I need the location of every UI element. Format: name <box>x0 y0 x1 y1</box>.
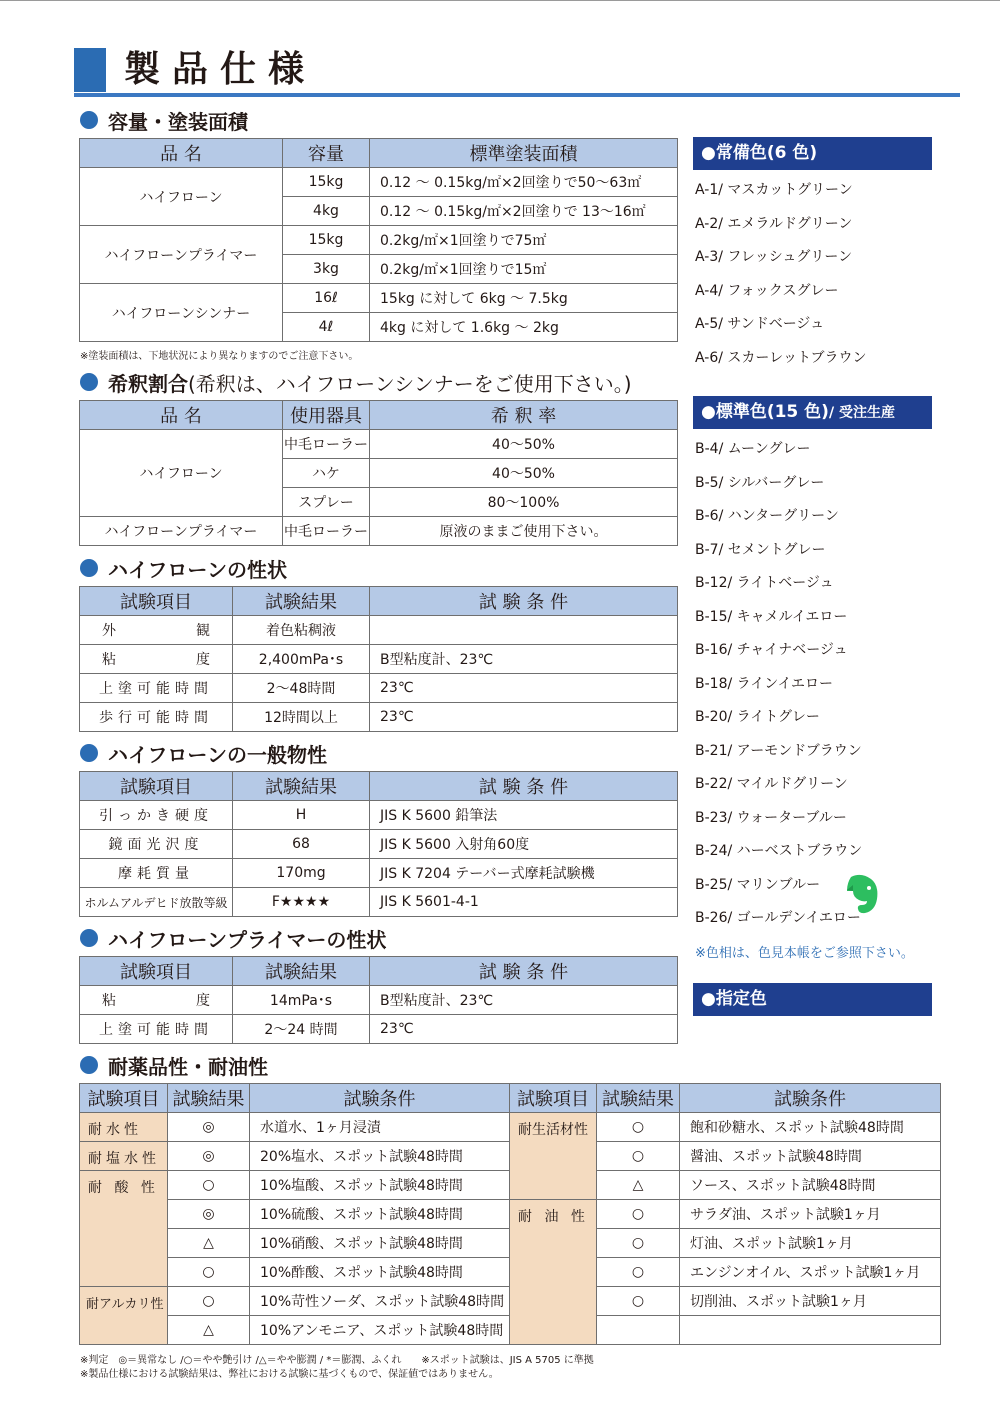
result-cell: ○ <box>597 1229 680 1258</box>
col-header: 試験項目 <box>80 957 233 986</box>
result-cell: △ <box>168 1316 250 1345</box>
col-header: 品 名 <box>80 401 283 430</box>
capacity-table <box>79 138 678 342</box>
condition-cell: 10%硝酸、スポット試験48時間 <box>250 1229 510 1258</box>
standard-colors-heading <box>693 396 932 429</box>
result-cell: 2～24 時間 <box>233 1015 370 1044</box>
list-item: B-25/ マリンブルー <box>695 876 821 893</box>
list-item: A-4/ フォックスグレー <box>695 282 839 299</box>
product-name: ハイフローン <box>80 168 283 226</box>
bullet-icon <box>80 559 98 577</box>
condition-cell: 23℃ <box>370 1015 678 1044</box>
primer-properties-table <box>79 956 678 1044</box>
result-cell: 68 <box>233 830 370 859</box>
result-cell: △ <box>168 1229 250 1258</box>
bullet-icon <box>80 929 98 947</box>
condition-cell: B型粘度計、23℃ <box>370 645 678 674</box>
col-header: 希 釈 率 <box>370 401 678 430</box>
item-cell <box>80 645 233 674</box>
col-header: 試験条件 <box>680 1084 941 1113</box>
condition-cell: B型粘度計、23℃ <box>370 986 678 1015</box>
list-item: A-3/ フレッシュグリーン <box>695 249 853 266</box>
col-header: 試験項目 <box>80 587 233 616</box>
col-header: 試験結果 <box>597 1084 680 1113</box>
result-cell: ○ <box>168 1287 250 1316</box>
capacity-cell: 15kg <box>283 226 370 255</box>
condition-cell: 23℃ <box>370 674 678 703</box>
section-capacity-heading <box>80 106 248 134</box>
area-cell: 15kg に対して 6kg ～ 7.5kg <box>370 284 678 313</box>
category-cell: 耐 油 性 <box>510 1200 597 1345</box>
result-cell: H <box>233 801 370 830</box>
result-cell: 14mPa･s <box>233 986 370 1015</box>
result-cell: 170mg <box>233 859 370 888</box>
result-cell: ◎ <box>168 1142 250 1171</box>
page-title: 製品仕様 <box>124 49 317 90</box>
stock-colors-heading: ●常備色(6 色) <box>693 137 932 170</box>
item-cell: 上塗可能時間 <box>80 674 233 703</box>
section-title: ハイフローンの性状 <box>108 557 287 582</box>
list-item: B-20/ ライトグレー <box>695 709 820 725</box>
table-row <box>80 674 678 703</box>
col-header: 試 験 条 件 <box>370 587 678 616</box>
elephant-logo-icon <box>843 873 881 915</box>
area-cell: 0.2kg/㎡×1回塗りで75㎡ <box>370 226 678 255</box>
top-border <box>0 0 1000 1</box>
col-header: 試験条件 <box>250 1084 510 1113</box>
rate-cell: 40～50% <box>370 459 678 488</box>
col-header: 試験結果 <box>233 772 370 801</box>
capacity-cell: 4ℓ <box>283 313 370 342</box>
table-row <box>80 830 678 859</box>
product-name: ハイフローンプライマー <box>80 226 283 284</box>
section-general-heading <box>80 739 327 767</box>
item-part: 観 <box>196 623 210 639</box>
col-header: 試験結果 <box>233 957 370 986</box>
list-item: B-22/ マイルドグリーン <box>695 776 848 792</box>
area-cell: 0.12 ～ 0.15kg/㎡×2回塗りで 13～16㎡ <box>370 197 678 226</box>
section-props-heading <box>80 554 287 582</box>
col-header: 容量 <box>283 139 370 168</box>
category-cell: 耐生活材性 <box>510 1113 597 1200</box>
list-item: B-12/ ライトベージュ <box>695 575 834 591</box>
title-accent <box>74 48 106 92</box>
item-cell: 歩行可能時間 <box>80 703 233 732</box>
result-cell: ○ <box>168 1171 250 1200</box>
table-row <box>80 888 678 917</box>
standard-colors-title: ●標準色(15 色) <box>701 402 829 422</box>
condition-cell: JIS K 7204 テーバー式摩耗試験機 <box>370 859 678 888</box>
area-cell: 0.2kg/㎡×1回塗りで15㎡ <box>370 255 678 284</box>
tool-cell: ハケ <box>283 459 370 488</box>
item-part: 外 <box>102 623 116 639</box>
item-part: 度 <box>196 652 210 668</box>
standard-color-list <box>695 433 955 936</box>
condition-cell: JIS K 5601-4-1 <box>370 888 678 917</box>
result-cell: △ <box>597 1171 680 1200</box>
list-item: A-1/ マスカットグリーン <box>695 182 853 198</box>
condition-cell: 20%塩水、スポット試験48時間 <box>250 1142 510 1171</box>
bullet-icon <box>80 1056 98 1074</box>
rate-cell: 40～50% <box>370 430 678 459</box>
chem-footnote: ※判定 ◎＝異常なし /○＝やや艶引け /△＝やや膨潤 / *＝膨潤、ふくれ ※スポット試験は、JIS A 5705 に準拠 <box>80 1355 594 1366</box>
list-item: B-6/ ハンターグリーン <box>695 508 839 524</box>
col-header: 試験結果 <box>168 1084 250 1113</box>
condition-cell: 切削油、スポット試験1ヶ月 <box>680 1287 941 1316</box>
list-item: B-16/ チャイナベージュ <box>695 642 848 658</box>
section-note: (希釈は、ハイフローンシンナーをご使用下さい。) <box>188 371 632 396</box>
table-row <box>80 284 678 313</box>
col-header: 試 験 条 件 <box>370 957 678 986</box>
section-title: ハイフローンの一般物性 <box>108 742 327 767</box>
condition-cell: 23℃ <box>370 703 678 732</box>
item-cell: 上塗可能時間 <box>80 1015 233 1044</box>
item-cell: 摩耗質量 <box>80 859 233 888</box>
result-cell: ○ <box>597 1142 680 1171</box>
result-cell: ○ <box>597 1287 680 1316</box>
item-part: 度 <box>196 993 210 1009</box>
bullet-icon <box>80 744 98 762</box>
standard-colors-sub: / 受注生産 <box>828 405 895 421</box>
bullet-icon <box>80 373 98 391</box>
disclaimer-footnote: ※製品仕様における試験結果は、弊社における試験に基づくもので、保証値ではありません。 <box>80 1369 499 1380</box>
tool-cell: 中毛ローラー <box>283 517 370 546</box>
capacity-cell: 3kg <box>283 255 370 284</box>
condition-cell <box>370 616 678 645</box>
section-title: 容量・塗装面積 <box>108 109 248 134</box>
general-properties-table <box>79 771 678 917</box>
capacity-cell: 4kg <box>283 197 370 226</box>
list-item: B-21/ アーモンドブラウン <box>695 742 862 759</box>
category-cell: 耐 酸 性 <box>80 1171 168 1287</box>
section-title: 希釈割合 <box>108 371 188 396</box>
condition-cell: 10%アンモニア、スポット試験48時間 <box>250 1316 510 1345</box>
chemical-resistance-table <box>79 1083 941 1345</box>
section-title: 耐薬品性・耐油性 <box>108 1054 268 1079</box>
item-cell: ホルムアルデヒド放散等級 <box>80 888 233 917</box>
table-row <box>80 986 678 1015</box>
result-cell: ○ <box>597 1113 680 1142</box>
item-cell: 鏡面光沢度 <box>80 830 233 859</box>
result-cell: 2～48時間 <box>233 674 370 703</box>
condition-cell: JIS K 5600 入射角60度 <box>370 830 678 859</box>
list-item: B-26/ ゴールデンイエロー <box>695 910 861 926</box>
area-cell: 4kg に対して 1.6kg ～ 2kg <box>370 313 678 342</box>
list-item: B-4/ ムーングレー <box>695 441 811 457</box>
item-cell <box>80 616 233 645</box>
table-row <box>80 430 678 459</box>
category-cell: 耐水性 <box>80 1113 168 1142</box>
table-row <box>80 616 678 645</box>
table-row <box>80 1015 678 1044</box>
section-title: ハイフローンプライマーの性状 <box>108 927 387 952</box>
condition-cell: 飽和砂糖水、スポット試験48時間 <box>680 1113 941 1142</box>
list-item: A-5/ サンドベージュ <box>695 316 825 333</box>
list-item: B-18/ ラインイエロー <box>695 675 833 692</box>
result-cell: 12時間以上 <box>233 703 370 732</box>
list-item: B-23/ ウォーターブルー <box>695 809 847 826</box>
table-row <box>80 859 678 888</box>
item-cell: 引っかき硬度 <box>80 801 233 830</box>
result-cell: ○ <box>168 1258 250 1287</box>
condition-cell: 10%塩酸、スポット試験48時間 <box>250 1171 510 1200</box>
capacity-cell: 16ℓ <box>283 284 370 313</box>
result-cell: 2,400mPa･s <box>233 645 370 674</box>
result-cell: F★★★★ <box>233 888 370 917</box>
condition-cell: 10%硫酸、スポット試験48時間 <box>250 1200 510 1229</box>
list-item: A-2/ エメラルドグリーン <box>695 215 853 232</box>
table-row <box>80 703 678 732</box>
col-header: 試験項目 <box>80 1084 168 1113</box>
bullet-icon <box>80 111 98 129</box>
color-note: ※色相は、色見本帳をご参照下さい。 <box>695 946 914 961</box>
table-row <box>80 801 678 830</box>
specified-colors-heading: ●指定色 <box>693 983 932 1016</box>
result-cell: ◎ <box>168 1113 250 1142</box>
condition-cell: 灯油、スポット試験1ヶ月 <box>680 1229 941 1258</box>
condition-cell: エンジンオイル、スポット試験1ヶ月 <box>680 1258 941 1287</box>
list-item: B-24/ ハーベストブラウン <box>695 843 863 859</box>
list-item: A-6/ スカーレットブラウン <box>695 349 867 366</box>
title-underline <box>74 93 960 97</box>
capacity-note: ※塗装面積は、下地状況により異なりますのでご注意下さい。 <box>80 351 359 362</box>
result-cell: 着色粘稠液 <box>233 616 370 645</box>
item-part: 粘 <box>102 993 116 1009</box>
item-cell <box>80 986 233 1015</box>
section-dilution-heading <box>80 368 632 396</box>
condition-cell: JIS K 5600 鉛筆法 <box>370 801 678 830</box>
capacity-cell: 15kg <box>283 168 370 197</box>
category-cell: 耐塩水性 <box>80 1142 168 1171</box>
rate-cell: 80～100% <box>370 488 678 517</box>
result-cell <box>597 1316 680 1345</box>
product-name: ハイフローンシンナー <box>80 284 283 342</box>
list-item: B-5/ シルバーグレー <box>695 474 825 491</box>
condition-cell: サラダ油、スポット試験1ヶ月 <box>680 1200 941 1229</box>
col-header: 標準塗装面積 <box>370 139 678 168</box>
tool-cell: 中毛ローラー <box>283 430 370 459</box>
area-cell: 0.12 ～ 0.15kg/㎡×2回塗りで50～63㎡ <box>370 168 678 197</box>
product-name: ハイフローンプライマー <box>80 517 283 546</box>
col-header: 試験項目 <box>80 772 233 801</box>
list-item: B-7/ セメントグレー <box>695 541 826 558</box>
table-row <box>80 645 678 674</box>
product-name: ハイフローン <box>80 430 283 517</box>
rate-cell: 原液のままご使用下さい。 <box>370 517 678 546</box>
table-row <box>80 226 678 255</box>
section-chem-heading <box>80 1051 268 1079</box>
condition-cell: 10%苛性ソーダ、スポット試験48時間 <box>250 1287 510 1316</box>
condition-cell: ソース、スポット試験48時間 <box>680 1171 941 1200</box>
condition-cell: 醤油、スポット試験48時間 <box>680 1142 941 1171</box>
col-header: 試験結果 <box>233 587 370 616</box>
list-item: B-15/ キャメルイエロー <box>695 608 848 625</box>
result-cell: ◎ <box>168 1200 250 1229</box>
condition-cell: 水道水、1ヶ月浸漬 <box>250 1113 510 1142</box>
stock-color-list <box>695 174 955 376</box>
result-cell: ○ <box>597 1200 680 1229</box>
section-primer-heading <box>80 924 386 952</box>
condition-cell: 10%酢酸、スポット試験48時間 <box>250 1258 510 1287</box>
col-header: 試験項目 <box>510 1084 597 1113</box>
table-row <box>80 168 678 197</box>
result-cell: ○ <box>597 1258 680 1287</box>
dilution-table <box>79 400 678 546</box>
item-part: 粘 <box>102 652 116 668</box>
table-row <box>80 517 678 546</box>
table-row <box>80 1200 941 1229</box>
condition-cell <box>680 1316 941 1345</box>
properties-table <box>79 586 678 732</box>
col-header: 品 名 <box>80 139 283 168</box>
tool-cell: スプレー <box>283 488 370 517</box>
table-row <box>80 1113 941 1142</box>
col-header: 使用器具 <box>283 401 370 430</box>
col-header: 試 験 条 件 <box>370 772 678 801</box>
category-cell: 耐アルカリ性 <box>80 1287 168 1345</box>
